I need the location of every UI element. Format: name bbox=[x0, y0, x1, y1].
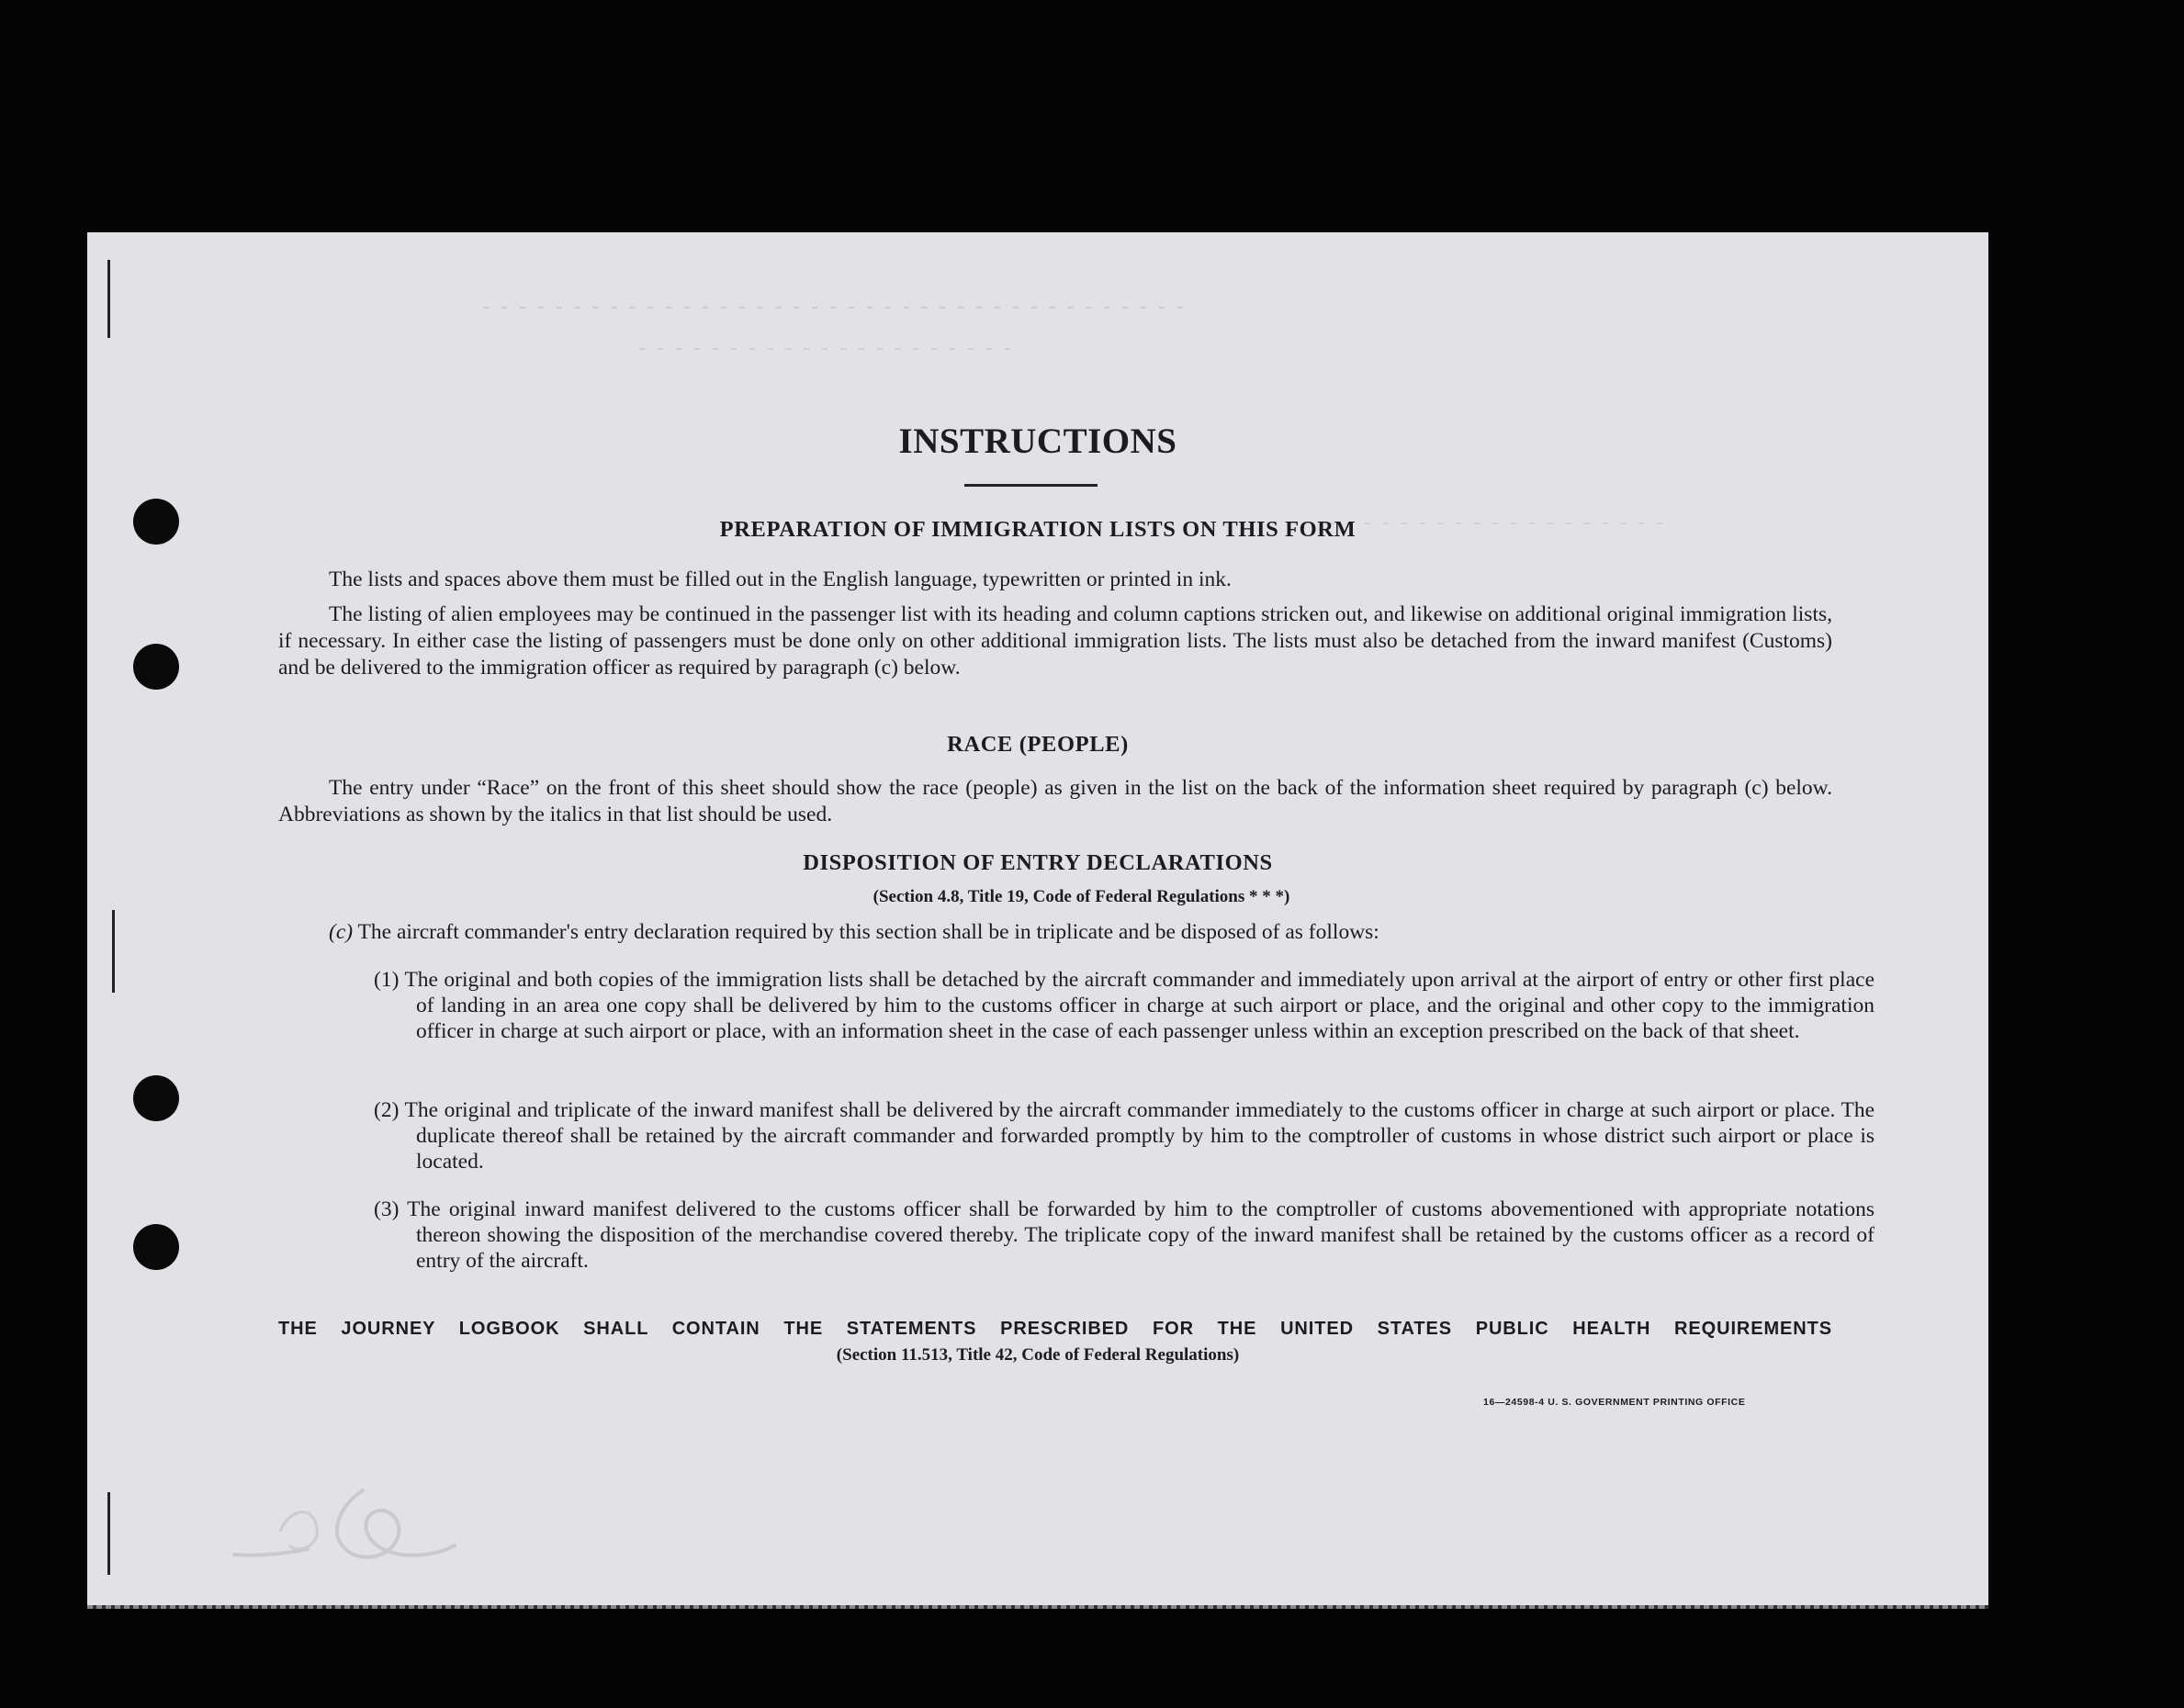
race-paragraph: The entry under “Race” on the front of this sheet should show the race (people) as given in the list on the back of the information sheet required by paragraph (c) below. Abbreviations as shown by the italics in that list should be used. bbox=[278, 776, 1832, 826]
margin-tick bbox=[107, 1492, 110, 1575]
item-number: (3) bbox=[374, 1197, 400, 1221]
item-number: (2) bbox=[374, 1098, 400, 1122]
journey-logbook-citation: (Section 11.513, Title 42, Code of Federal Regulations) bbox=[836, 1345, 1240, 1365]
item-text: The original and both copies of the immigration lists shall be detached by the aircraft commander and immediately upon arrival at the airport of entry or other first place of landing in an area one copy shall be delivered by him to the customs officer in charge at such airport or place, and the original and other copy to the immigration officer in charge at such airport or place, with an information sheet in the case of each passenger unless within an exception prescribed on the back of that sheet. bbox=[404, 968, 1874, 1043]
heading-race: RACE (PEOPLE) bbox=[947, 732, 1129, 757]
preparation-paragraph-1: The lists and spaces above them must be filled out in the English language, typewritten or printed in ink. bbox=[329, 567, 1232, 591]
preparation-paragraph-2: The listing of alien employees may be continued in the passenger list with its heading and column captions stricken out, and likewise on additional original immigration lists, if necessary. In either case the listing of passengers must be done only on other additional immigration lists. The lists must also be detached from the inward manifest (Customs) and be delivered to the immigration officer as required by paragraph (c) below. bbox=[278, 602, 1832, 680]
heading-preparation: PREPARATION OF IMMIGRATION LISTS ON THIS FORM bbox=[719, 517, 1357, 542]
faint-signature bbox=[225, 1454, 482, 1573]
punch-hole bbox=[133, 1224, 179, 1270]
margin-tick bbox=[112, 910, 115, 993]
item-text: The original and triplicate of the inward manifest shall be delivered by the aircraft commander immediately to the customs officer in charge at such airport or place. The duplicate thereof shall be retained by the aircraft commander and forwarded promptly by him to the comptroller of customs in whose district such airport or place is located. bbox=[404, 1098, 1875, 1174]
item-text: The original inward manifest delivered to the customs officer shall be forwarded by him to the comptroller of customs abovementioned with appropriate notations thereon showing the disposition of the merchandise covered thereby. The triplicate copy of the inward manifest shall be retained by the customs officer as a record of entry of the aircraft. bbox=[407, 1197, 1875, 1273]
sheet-bottom-edge bbox=[87, 1605, 1988, 1609]
item-number: (1) bbox=[374, 968, 400, 992]
document-sheet bbox=[87, 232, 1988, 1607]
title-underline bbox=[964, 484, 1098, 487]
bleed-through-text: - - - - - - - - - - - - - - - - - - - - - bbox=[638, 333, 1014, 361]
heading-disposition: DISPOSITION OF ENTRY DECLARATIONS bbox=[803, 850, 1273, 875]
journey-logbook-statement: THE JOURNEY LOGBOOK SHALL CONTAIN THE STATEMENTS PRESCRIBED FOR THE UNITED STATES PUBLIC HEALTH REQUIREMENTS bbox=[278, 1319, 1832, 1339]
bleed-through-text: - - - - - - - - - - - - - - - - - - - - - - - - - - - - - - - - - - - - - - - bbox=[482, 292, 1187, 320]
printer-mark: 16—24598-4 U. S. GOVERNMENT PRINTING OFFICE bbox=[1483, 1397, 1746, 1408]
intro-label: (c) bbox=[329, 920, 354, 944]
intro-text: The aircraft commander's entry declaration required by this section shall be in triplicate and be disposed of as follows: bbox=[357, 920, 1379, 944]
disposition-intro bbox=[329, 919, 1832, 946]
disposition-item-2 bbox=[374, 1097, 1874, 1174]
disposition-citation: (Section 4.8, Title 19, Code of Federal Regulations * * *) bbox=[872, 887, 1290, 906]
disposition-item-1 bbox=[374, 967, 1874, 1044]
margin-tick bbox=[107, 260, 110, 338]
punch-hole bbox=[133, 1075, 179, 1121]
disposition-item-3 bbox=[374, 1197, 1874, 1274]
page-title: INSTRUCTIONS bbox=[898, 421, 1177, 461]
punch-hole bbox=[133, 644, 179, 690]
bleed-through-text: - - - - - - - - - - - - - - - - - - - bbox=[1327, 508, 1666, 535]
